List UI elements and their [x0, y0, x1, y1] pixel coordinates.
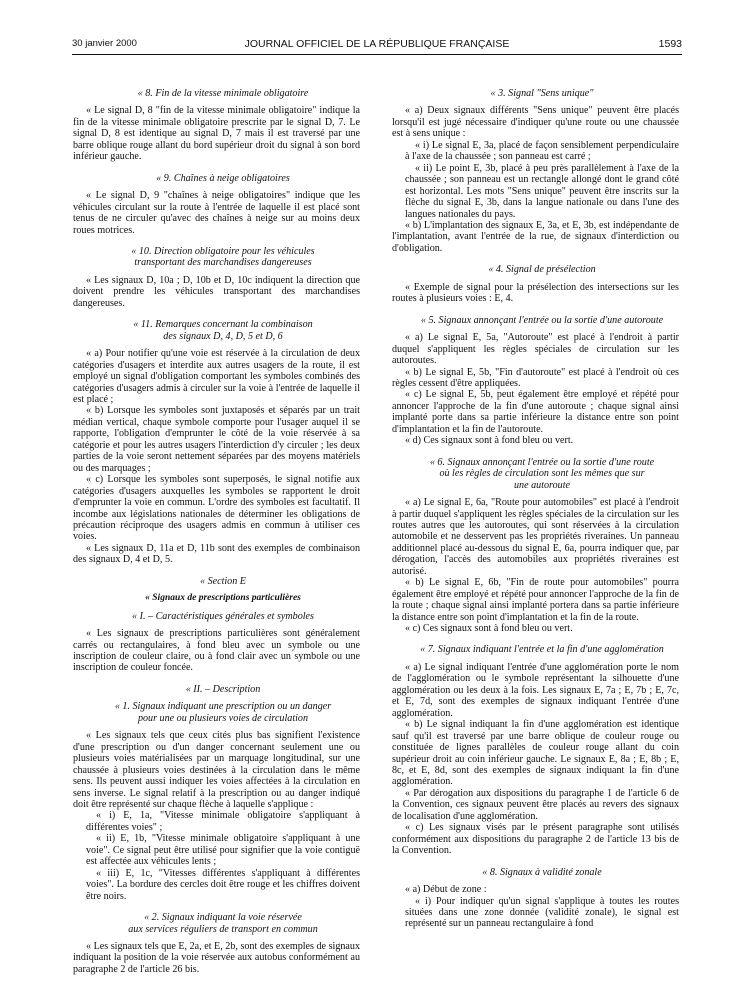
- paragraph: « c) Le signal E, 5b, peut également être employé et répété pour annoncer l'approche de la fin d'une autoroute ; chaque signal ainsi implanté porte dans sa partie inférieure la distance entre son point d'implantation et la fin de l'autoroute.: [392, 389, 679, 435]
- heading-7: « 7. Signaux indiquant l'entrée et la fin d'une agglomération: [420, 644, 664, 656]
- paragraph: « b) Lorsque les symboles sont juxtaposés et séparés par un trait médian vertical, chaque symbole comporte pour l'usager auquel il se rapporte, l'obligation d'emprunter le côté de la voie réservée à sa catégorie et pour les autres usagers l'interdiction d'y circuler ; les deux parties de la voie seront nettement séparées par des moyens matériels ou des marquages ;: [73, 405, 360, 474]
- paragraph: « a) Deux signaux différents "Sens unique" peuvent être placés lorsqu'il est jugé nécessaire d'indiquer qu'une route ou une chaussée est à sens unique :: [392, 105, 679, 140]
- paragraph: « b) Le signal indiquant la fin d'une agglomération est identique sauf qu'il est traversé par une barre oblique de couleur rouge ou constituée de lignes parallèles de couleur rouge allant du coin supérieur droit au coin inférieur gauche. Le signaux E, 8a ; E, 8b ; E, 8c, et E, 8d, sont des exemples de signaux indiquant la fin d'une agglomération.: [392, 719, 679, 788]
- paragraph: « b) Le signal E, 5b, "Fin d'autoroute" est placé à l'endroit où ces règles cessent d'être appliquées.: [392, 366, 679, 389]
- heading-I: « I. – Caractéristiques générales et symboles: [132, 610, 314, 622]
- paragraph: « a) Pour notifier qu'une voie est réservée à la circulation de deux catégories d'usagers et interdite aux autres usagers de la route, il est employé un signal d'obligation comportant les symboles combinés des catégories d'usagers admis à circuler sur la voie à l'entrée de laquelle il est placé ;: [73, 348, 360, 405]
- paragraph: « a) Le signal E, 5a, "Autoroute" est placé à l'endroit à partir duquel s'appliquent les règles spéciales de circulation sur les autoroutes.: [392, 332, 679, 367]
- heading-8: « 8. Fin de la vitesse minimale obligatoire: [137, 88, 309, 99]
- heading-9: « 9. Chaînes à neige obligatoires: [156, 172, 290, 184]
- paragraph: « d) Ces signaux sont à fond bleu ou vert.: [405, 435, 574, 447]
- list-item: « i) Le signal E, 3a, placé de façon sensiblement perpendiculaire à l'axe de la chaussée ; son panneau est carré ;: [405, 139, 679, 163]
- section-e-title: « Section E: [200, 575, 246, 587]
- heading-11: « 11. Remarques concernant la combinaison: [133, 319, 313, 331]
- heading-4: « 4. Signal de présélection: [488, 264, 596, 276]
- paragraph: « a) Le signal E, 6a, "Route pour automobiles" est placé à l'endroit à partir duquel s'appliquent les règles spéciales de la circulation sur les routes autres que les autoroutes, qui sont réservées à la circulation automobile et ne desservent pas les propriétés riveraines. Un panneau additionnel placé au-dessous du signal E, 6a, pourra indiquer que, par dérogation, l'accès des automobiles aux propriétés riveraines est autorisé.: [392, 497, 679, 577]
- paragraph: « Le signal D, 9 "chaînes à neige obligatoires" indique que les véhicules circulant sur la route à l'entrée de laquelle il est placé sont tenus de ne circuler qu'avec des chaînes à neige sur au moins deux roues motrices.: [73, 190, 360, 236]
- paragraph: « a) Le signal indiquant l'entrée d'une agglomération porte le nom de l'agglomération ou le symbole représentant la silhouette d'une agglomération ou les deux à la fois. Les signaux E, 7a ; E, 7b ; E, 7c, et E, 7d, sont des exemples de signaux indiquant l'entrée d'une agglomération.: [392, 661, 679, 719]
- heading-2-cont: aux services réguliers de transport en commun: [128, 923, 318, 935]
- paragraph: « c) Ces signaux sont à fond bleu ou vert.: [405, 623, 573, 635]
- paragraph: « Les signaux de prescriptions particulières sont généralement carrés ou rectangulaires, à fond bleu avec un symbole ou une inscription de couleur claire, ou à fond clair avec un symbole ou une inscription de couleur foncée.: [73, 628, 360, 674]
- heading-11-cont: des signaux D, 4, D, 5 et D, 6: [163, 330, 283, 342]
- section-e-subtitle: « Signaux de prescriptions particulières: [145, 593, 301, 604]
- heading-II: « II. – Description: [185, 683, 261, 695]
- heading-6-cont: où les règles de circulation sont les mêmes que sur: [439, 468, 645, 480]
- right-column: [392, 88, 679, 930]
- list-item: « ii) Le point E, 3b, placé à peu près parallèlement à l'axe de la chaussée ; son panneau est un rectangle allongé dont le grand côté est horizontal. Les mots "Sens unique" peuvent être inscrits sur la flèche du signal E, 3b, dans la langue nationale ou dans l'une des langues nationales du pays.: [405, 162, 679, 220]
- paragraph: « b) L'implantation des signaux E, 3a, et E, 3b, est indépendante de l'implantation, avant l'entrée de la rue, de signaux d'interdiction ou d'obligation.: [392, 219, 679, 254]
- list-item: « i) Pour indiquer qu'un signal s'applique à toutes les routes situées dans une zone donnée (validité zonale), le signal est représenté sur un panneau rectangulaire à fond: [405, 895, 679, 930]
- paragraph: « Les signaux tels que ceux cités plus bas signifient l'existence d'une prescription ou d'un danger concernant seulement une ou plusieurs voies matérialisées par un marquage longitudinal, sur une chaussée à plusieurs voies destinées à la circulation dans le même sens. Ils peuvent aussi indiquer les voies affectées à la circulation en sens inverse. Le signal relatif à la prescription ou au danger indiqué doit être représenté sur chaque flèche à laquelle s'applique :: [73, 730, 360, 811]
- header-date: 30 janvier 2000: [72, 38, 137, 49]
- heading-6: « 6. Signaux annonçant l'entrée ou la sortie d'une route: [429, 456, 655, 468]
- heading-10: « 10. Direction obligatoire pour les véhicules: [131, 245, 315, 257]
- page-number: 1593: [658, 38, 682, 50]
- heading-8-zonal: « 8. Signaux à validité zonale: [482, 866, 602, 878]
- left-column: [73, 88, 360, 975]
- paragraph: « Exemple de signal pour la présélection des intersections sur les routes à plusieurs voies : E, 4.: [392, 281, 679, 305]
- list-item: « i) E, 1a, "Vitesse minimale obligatoire s'appliquant à différentes voies" ;: [86, 810, 360, 833]
- heading-5: « 5. Signaux annonçant l'entrée ou la sortie d'une autoroute: [420, 314, 664, 326]
- heading-1: « 1. Signaux indiquant une prescription ou un danger: [114, 701, 332, 713]
- heading-6-cont: une autoroute: [514, 479, 570, 491]
- header-rule: [72, 54, 682, 55]
- paragraph: « Par dérogation aux dispositions du paragraphe 1 de l'article 6 de la Convention, ces signaux peuvent être placés au revers des signaux de localisation d'une agglomération.: [392, 787, 679, 822]
- paragraph: « b) Le signal E, 6b, "Fin de route pour automobiles" pourra également être employé et répété pour annoncer l'approche de la fin de la route ; chaque signal ainsi implanté portera dans sa partie inférieure la distance entre son point d'implantation et la fin de la route.: [392, 577, 679, 623]
- list-item: « ii) E, 1b, "Vitesse minimale obligatoire s'appliquant à une voie". Ce signal peut être utilisé pour signifier que la voie contiguë est affectée aux véhicules lents ;: [86, 833, 360, 868]
- list-item: « iii) E, 1c, "Vitesses différentes s'appliquant à différentes voies". La bordure des cercles doit être rouge et les chiffres doivent être noirs.: [86, 867, 360, 902]
- heading-1-cont: pour une ou plusieurs voies de circulation: [137, 712, 309, 724]
- journal-title: JOURNAL OFFICIEL DE LA RÉPUBLIQUE FRANÇAISE: [244, 38, 510, 50]
- paragraph: « a) Début de zone :: [405, 884, 487, 896]
- paragraph: « c) Les signaux visés par le présent paragraphe sont utilisés conformément aux dispositions du paragraphe 2 de l'article 13 bis de la Convention.: [392, 822, 679, 857]
- heading-10-cont: transportant des marchandises dangereuses: [134, 257, 312, 269]
- paragraph: « c) Lorsque les symboles sont superposés, le signal notifie aux catégories d'usagers auxquelles les symboles se rapportent le droit d'emprunter la voie en commun. L'ordre des symboles est facultatif. Il incombe aux législations nationales de déterminer les obligations de précaution réciproque des usagers admis en commun à utiliser ces voies.: [73, 474, 360, 543]
- paragraph: « Le signal D, 8 "fin de la vitesse minimale obligatoire" indique la fin de la vitesse minimale obligatoire prescrite par le signal D, 7. Le signal D, 8 est identique au signal D, 7 mais il est traversé par une barre oblique rouge allant du bord supérieur droit du signal à son bord inférieur gauche.: [73, 105, 360, 163]
- page-header: [72, 38, 682, 52]
- heading-2: « 2. Signaux indiquant la voie réservée: [144, 912, 302, 924]
- heading-3: « 3. Signal "Sens unique": [490, 88, 594, 99]
- paragraph: « Les signaux D, 10a ; D, 10b et D, 10c indiquent la direction que doivent prendre les véhicules transportant des marchandises dangereuses.: [73, 274, 360, 309]
- paragraph: « Les signaux D, 11a et D, 11b sont des exemples de combinaison des signaux D, 4 et D, 5.: [73, 542, 360, 566]
- paragraph: « Les signaux tels que E, 2a, et E, 2b, sont des exemples de signaux indiquant la position de la voie réservée aux autobus conformément au paragraphe 2 de l'article 26 bis.: [73, 941, 360, 975]
